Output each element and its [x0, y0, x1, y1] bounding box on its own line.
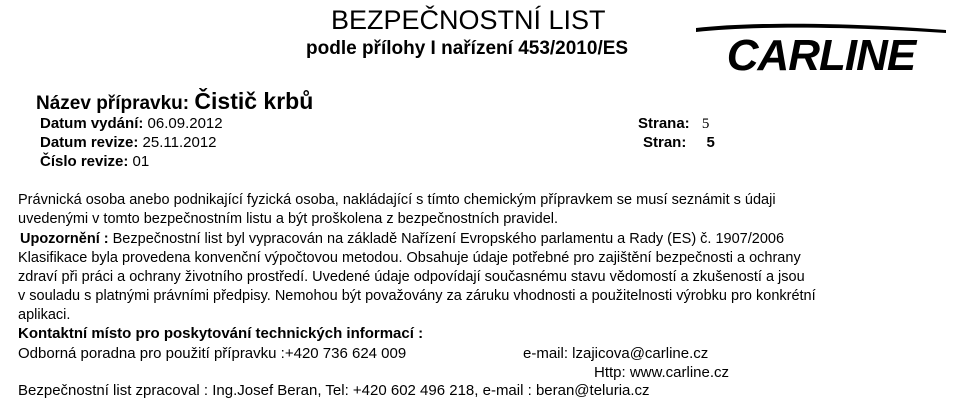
- issue-date-label: Datum vydání:: [40, 115, 144, 132]
- web-line: Http: www.carline.cz: [594, 364, 730, 381]
- pages-label: Stran:: [643, 134, 687, 151]
- issue-date-row: [40, 114, 223, 133]
- issue-date-value: 06.09.2012: [147, 115, 223, 132]
- body-line-7: aplikaci.: [18, 307, 71, 323]
- revision-date-value: 25.11.2012: [142, 134, 217, 151]
- page-value: 5: [701, 116, 710, 132]
- revision-date-label: Datum revize:: [40, 134, 139, 151]
- prepared-by-line: Bezpečnostní list zpracoval : Ing.Josef Beran, Tel: +420 602 496 218, e-mail : beran@teluria.cz: [18, 382, 650, 399]
- warning-text: Bezpečnostní list byl vypracován na základě Nařízení Evropského parlamentu a Rady (ES) č. 1907/2006: [108, 231, 785, 247]
- document-subtitle: podle přílohy I nařízení 453/2010/ES: [306, 38, 629, 59]
- pages-row: [643, 133, 715, 152]
- body-line-1: Právnická osoba anebo podnikající fyzická osoba, nakládající s tímto chemickým přípravkem se musí seznámit s údaji: [18, 192, 776, 208]
- logo-text: CARLINE: [726, 31, 916, 80]
- revision-number-label: Číslo revize:: [40, 153, 129, 170]
- page-label: Strana:: [638, 115, 690, 132]
- pages-value: 5: [706, 134, 715, 151]
- body-line-4: Klasifikace byla provedena konvenční výpočtovou metodou. Obsahuje údaje potřebné pro zajištění bezpečnosti a ochrany: [18, 250, 801, 266]
- email-line: e-mail: lzajicova@carline.cz: [523, 345, 709, 362]
- advice-label: Odborná poradna pro použití přípravku :: [18, 345, 285, 362]
- advice-phone: +420 736 624 009: [284, 345, 407, 362]
- product-name: [36, 88, 313, 117]
- product-value: Čistič krbů: [194, 88, 314, 114]
- product-label: Název přípravku:: [36, 93, 190, 114]
- body-line-5: zdraví při práci a ochrany životního prostředí. Uvedené údaje odpovídají současnému stavu vědomostí a zkušeností a jsou: [18, 269, 805, 285]
- contact-heading: Kontaktní místo pro poskytování technických informací :: [18, 325, 424, 342]
- page-row: [638, 114, 709, 134]
- body-line-2: uvedenými v tomto bezpečnostním listu a být proškolena z bezpečnostních pravidel.: [18, 211, 559, 227]
- warning-label: Upozornění :: [20, 231, 109, 247]
- body-line-6: v souladu s platnými právními předpisy. Nemohou být považovány za záruku vhodnosti a použitelnosti výrobku pro konkrétní: [18, 288, 816, 304]
- carline-logo: [690, 20, 952, 80]
- revision-number-value: 01: [132, 153, 150, 170]
- revision-number-row: [40, 152, 149, 171]
- revision-date-row: [40, 133, 217, 152]
- advice-line: [18, 344, 406, 363]
- warning-line: [20, 230, 784, 249]
- document-title: BEZPEČNOSTNÍ LIST: [331, 5, 606, 35]
